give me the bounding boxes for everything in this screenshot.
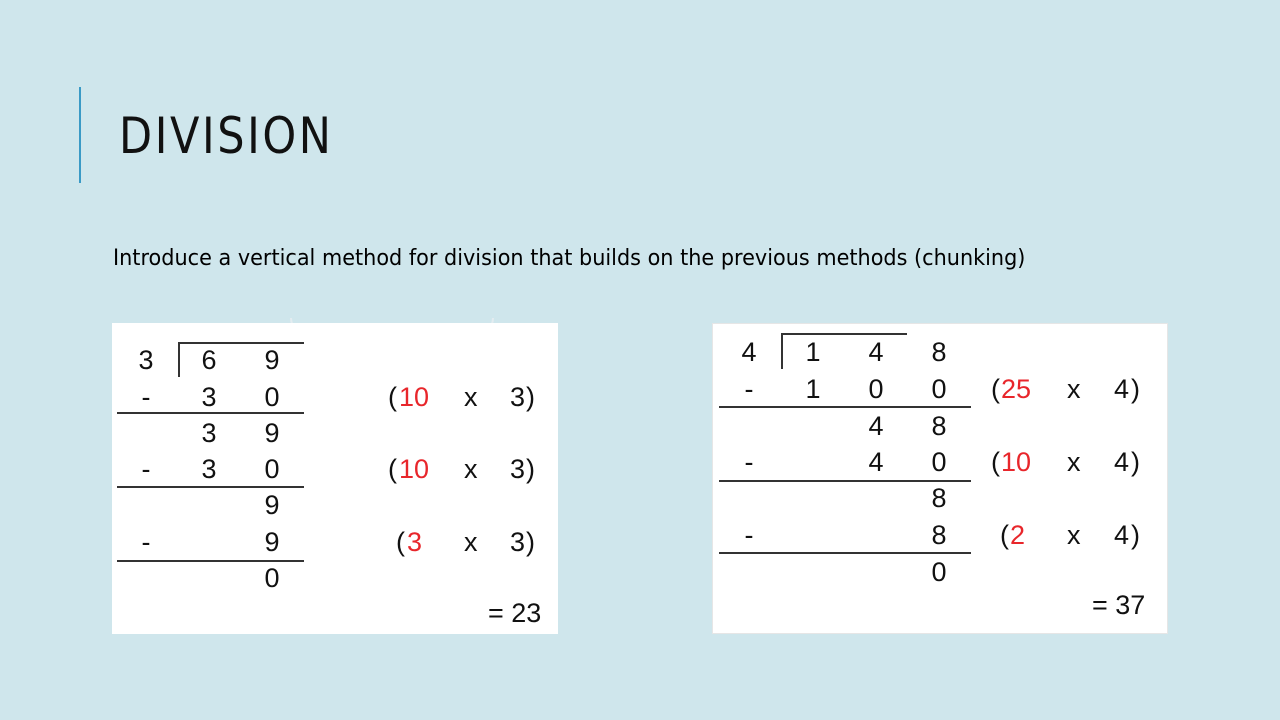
minus-sign: - xyxy=(141,527,151,557)
digit: 3 xyxy=(201,454,217,484)
division-example-right: 4 1 4 8 - 1 0 0 4 8 - 4 0 8 - 8 0 ( 25 x 4 ) ( 10 x 4 ) ( 2 x 4 ) = 37 xyxy=(712,323,1168,634)
division-bracket-side xyxy=(178,342,180,377)
digit: 0 xyxy=(264,382,280,412)
digit: 9 xyxy=(264,490,280,520)
minus-sign: - xyxy=(141,454,151,484)
digit: 8 xyxy=(931,337,947,367)
division-bracket-side xyxy=(781,333,783,369)
slide-subtitle: Introduce a vertical method for division that builds on the previous methods (chunking) xyxy=(113,246,1026,271)
digit: 4 xyxy=(868,447,884,477)
digit: 8 xyxy=(931,411,947,441)
quotient-result: = 23 xyxy=(488,598,542,628)
digit: 8 xyxy=(931,520,947,550)
digit: 6 xyxy=(201,345,217,375)
digit: 9 xyxy=(264,527,280,557)
digit: 0 xyxy=(264,454,280,484)
subtraction-line xyxy=(719,406,971,408)
digit: 3 xyxy=(201,382,217,412)
subtraction-line xyxy=(117,412,304,414)
minus-sign: - xyxy=(141,382,151,412)
digit: 8 xyxy=(931,483,947,513)
digit: 9 xyxy=(264,418,280,448)
division-bracket-top xyxy=(178,342,304,344)
minus-sign: - xyxy=(744,447,754,477)
subtraction-line xyxy=(117,486,304,488)
division-example-left: 3 6 9 - 3 0 3 9 - 3 0 9 - 9 0 ( 10 x 3 ) ( 10 x 3 ) ( 3 x 3 ) = 23 xyxy=(112,323,558,634)
digit: 4 xyxy=(741,337,757,367)
digit: 0 xyxy=(931,374,947,404)
digit: 0 xyxy=(931,447,947,477)
subtraction-line xyxy=(719,480,971,482)
digit: 3 xyxy=(201,418,217,448)
digit: 1 xyxy=(805,337,821,367)
digit: 0 xyxy=(868,374,884,404)
digit: 4 xyxy=(868,411,884,441)
subtraction-line xyxy=(719,552,971,554)
subtraction-line xyxy=(117,560,304,562)
division-bracket-top xyxy=(781,333,907,335)
title-accent-bar xyxy=(79,87,81,183)
slide-title: DIVISION xyxy=(119,107,334,165)
digit: 1 xyxy=(805,374,821,404)
minus-sign: - xyxy=(744,374,754,404)
digit: 0 xyxy=(264,563,280,593)
digit: 0 xyxy=(931,557,947,587)
digit: 4 xyxy=(868,337,884,367)
digit: 9 xyxy=(264,345,280,375)
digit: 3 xyxy=(138,345,154,375)
minus-sign: - xyxy=(744,520,754,550)
quotient-result: = 37 xyxy=(1092,590,1146,620)
